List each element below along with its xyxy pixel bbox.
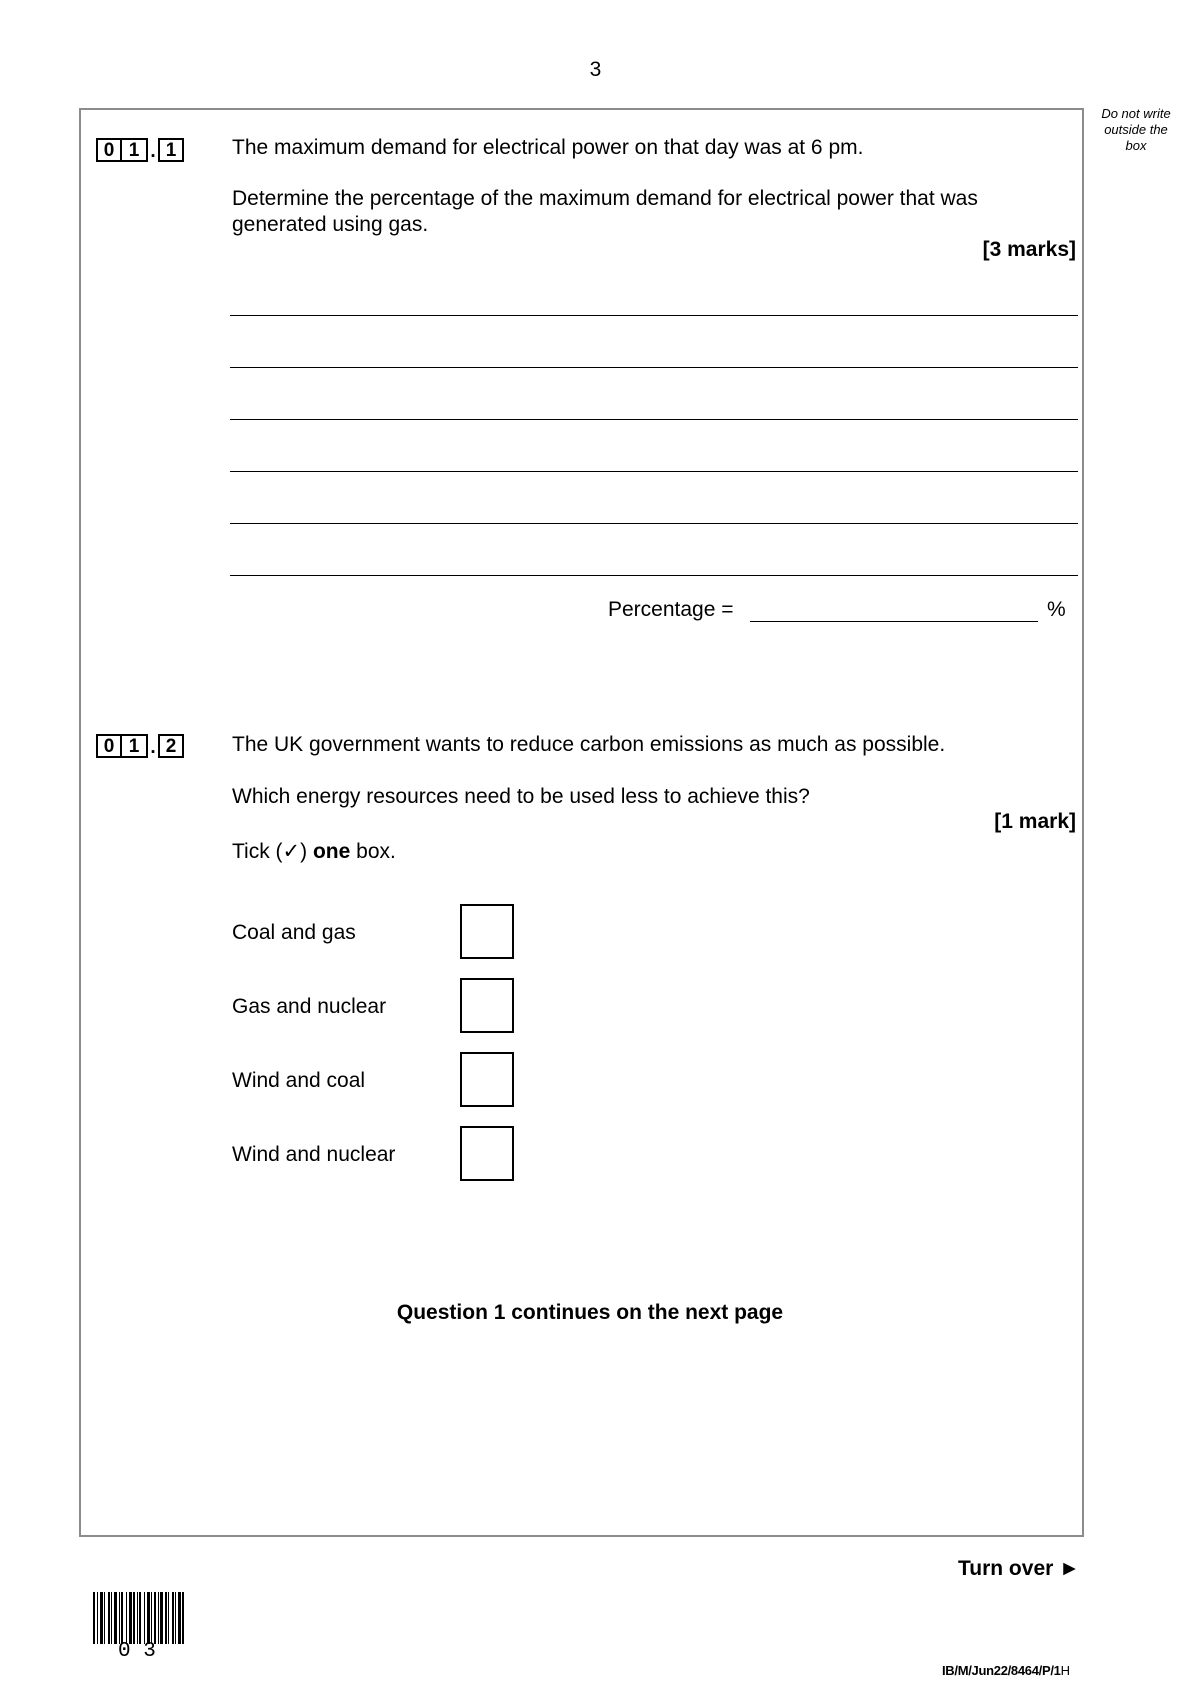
page-number: 3: [589, 58, 602, 81]
answer-line[interactable]: [230, 471, 1078, 472]
percentage-answer-line[interactable]: [750, 621, 1038, 622]
turn-over[interactable]: [958, 1556, 1080, 1582]
question-digit: 0: [96, 734, 122, 758]
continues-note: Question 1 continues on the next page: [396, 1301, 784, 1324]
answer-line[interactable]: [230, 367, 1078, 368]
question-digit: 1: [122, 734, 148, 758]
q011-stem: The maximum demand for electrical power on that day was at 6 pm.: [232, 136, 864, 159]
question-digit: 0: [96, 138, 122, 162]
tick-instruction: [232, 839, 396, 865]
option-tick-box[interactable]: [460, 904, 514, 959]
q011-instruction: Determine the percentage of the maximum demand for electrical power that was generated using gas.: [232, 187, 978, 236]
question-dot: .: [150, 141, 156, 162]
tick-instruction-suffix: box.: [350, 840, 396, 863]
question-number-01-1: [96, 138, 184, 162]
question-digit: 1: [122, 138, 148, 162]
option-label: Wind and coal: [232, 1069, 366, 1092]
barcode-number: 0 3: [118, 1640, 156, 1663]
answer-line[interactable]: [230, 315, 1078, 316]
turn-over-label: Turn over: [958, 1557, 1054, 1580]
answer-line[interactable]: [230, 419, 1078, 420]
option-tick-box[interactable]: [460, 978, 514, 1033]
q012-marks: [1 mark]: [994, 810, 1076, 833]
option-label: Gas and nuclear: [232, 995, 387, 1018]
paper-reference-code: IB/M/Jun22/8464/P/1: [942, 1663, 1061, 1678]
margin-note: Do not write outside the box: [1101, 106, 1171, 153]
percentage-unit: %: [1047, 598, 1066, 621]
answer-line[interactable]: [230, 575, 1078, 576]
paper-reference-tier: H: [1060, 1663, 1070, 1678]
paper-reference: [942, 1662, 1070, 1680]
barcode: [93, 1592, 199, 1644]
question-digit: 2: [158, 734, 184, 758]
q011-marks: [3 marks]: [982, 238, 1076, 261]
percentage-label: Percentage =: [608, 598, 734, 621]
tick-instruction-prefix: Tick (✓): [232, 840, 313, 863]
turn-over-arrow-icon: ►: [1059, 1557, 1080, 1580]
option-label: Wind and nuclear: [232, 1143, 396, 1166]
question-digit: 1: [158, 138, 184, 162]
question-dot: .: [150, 737, 156, 758]
tick-instruction-emphasis: one: [312, 840, 351, 863]
question-number-01-2: [96, 734, 184, 758]
answer-line[interactable]: [230, 523, 1078, 524]
option-tick-box[interactable]: [460, 1052, 514, 1107]
q012-question: Which energy resources need to be used less to achieve this?: [232, 785, 810, 808]
option-label: Coal and gas: [232, 921, 356, 944]
option-tick-box[interactable]: [460, 1126, 514, 1181]
q012-stem: The UK government wants to reduce carbon emissions as much as possible.: [232, 733, 946, 756]
